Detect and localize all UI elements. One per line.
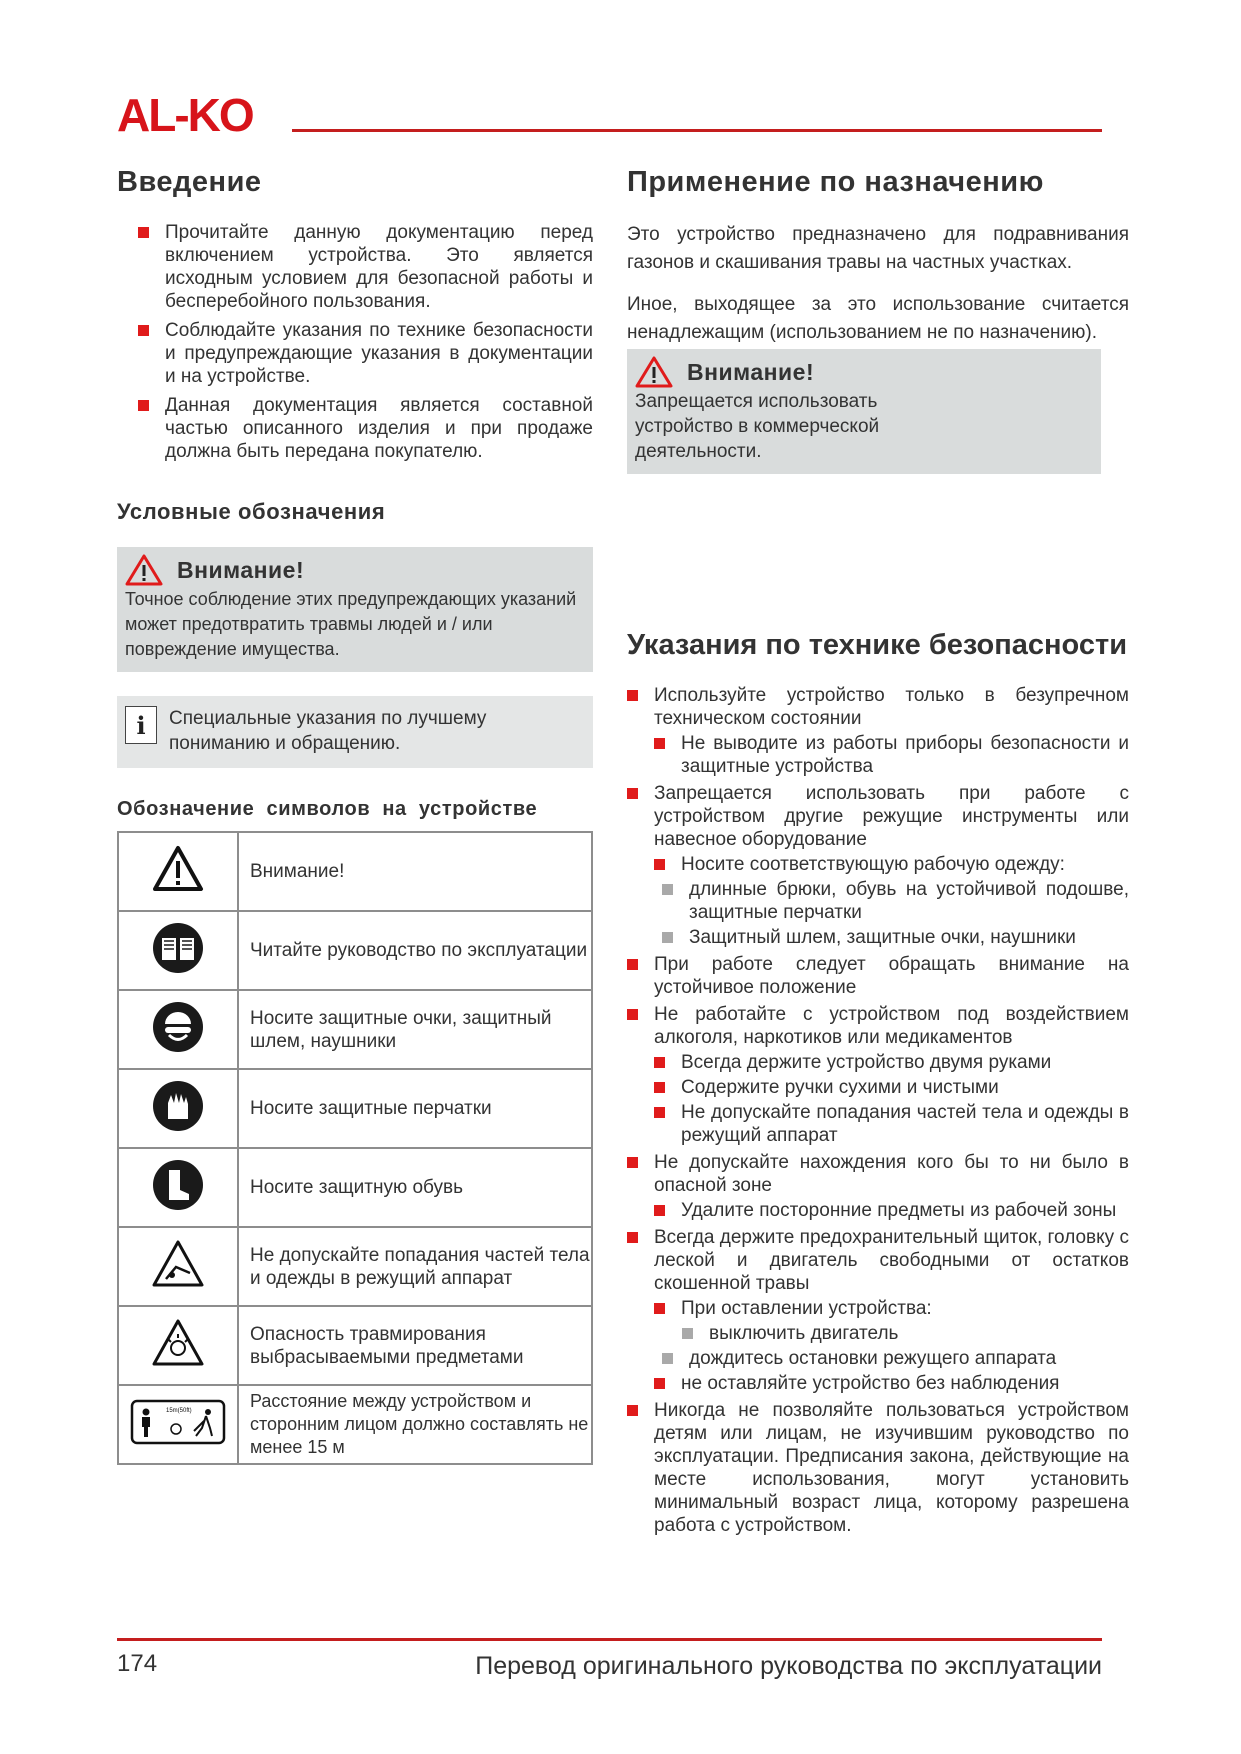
symbol-description: Читайте руководство по эксплуатации (238, 911, 592, 990)
symbol-description: Расстояние между устройством и сторонним лицом должно составлять не менее 15 м (238, 1385, 592, 1464)
list-item: Запрещается использовать при работе с устройством другие режущие инструменты или навесное оборудование (627, 782, 1129, 851)
list-item: Не работайте с устройством под воздействием алкоголя, наркотиков или медикаментов (627, 1003, 1129, 1049)
symbol-description: Не допускайте попадания частей тела и одежды в режущий аппарат (238, 1227, 592, 1306)
warning-triangle-icon (151, 842, 205, 896)
list-item: Не допускайте попадания частей тела и одежды в режущий аппарат (627, 1101, 1129, 1147)
list-item: Всегда держите устройство двумя руками (627, 1051, 1129, 1074)
warning-title: Внимание! (177, 556, 305, 583)
info-icon: i (125, 706, 157, 744)
list-item: Содержите ручки сухими и чистыми (627, 1076, 1129, 1099)
logo-text: AL-KO (117, 94, 253, 136)
usage-paragraph: Это устройство предназначено для подравнивания газонов и скашивания травы на частных участках. (627, 224, 1129, 273)
table-row (118, 1148, 592, 1227)
warning-text: Точное соблюдение этих предупреждающих указаний может предотвратить травмы людей и / или повреждение имущества. (125, 589, 577, 659)
warning-triangle-icon (125, 554, 163, 586)
page-number: 174 (117, 1650, 158, 1677)
goggles-helmet-ear-icon (151, 1000, 205, 1054)
intro-list (117, 221, 593, 463)
safety-title: Указания по технике безопасности (627, 629, 1128, 661)
list-item: При работе следует обращать внимание на устойчивое положение (627, 953, 1129, 999)
table-row (118, 832, 592, 911)
distance-15m-icon (130, 1399, 226, 1445)
usage-title: Применение по назначению (627, 166, 1044, 198)
right-column (627, 166, 1129, 1537)
usage-paragraph: Иное, выходящее за это использование считается ненадлежащим (использованием не по назначению). (627, 294, 1129, 343)
table-row (118, 1227, 592, 1306)
list-item: Всегда держите предохранительный щиток, головку с леской и двигатель свободными от остатков скошенной травы (627, 1226, 1129, 1295)
footer-title: Перевод оригинального руководства по эксплуатации (475, 1652, 1102, 1680)
symbols-table (117, 831, 593, 1465)
list-item: длинные брюки, обувь на устойчивой подошве, защитные перчатки (627, 878, 1129, 924)
symbol-description: Носите защитные перчатки (238, 1069, 592, 1148)
gloves-icon (151, 1079, 205, 1133)
table-row (118, 1069, 592, 1148)
list-item: выключить двигатель (627, 1322, 1129, 1345)
distance-label: 15m(50ft) (166, 1408, 192, 1414)
list-item: не оставляйте устройство без наблюдения (627, 1372, 1129, 1395)
footer-rule (117, 1638, 1102, 1641)
table-row (118, 911, 592, 990)
warning-text: Запрещается использовать устройство в коммерческой деятельности. (635, 391, 880, 462)
symbol-description: Носите защитную обувь (238, 1148, 592, 1227)
list-item: дождитесь остановки режущего аппарата (627, 1347, 1129, 1370)
boots-icon (151, 1158, 205, 1212)
info-box (117, 696, 593, 768)
list-item: Используйте устройство только в безупречном техническом состоянии (627, 684, 1129, 730)
safety-list (627, 684, 1129, 1537)
list-item: Прочитайте данную документацию перед включением устройства. Это является исходным условием для безопасной работы и бесперебойного пользования. (138, 221, 593, 313)
symbols-title: Обозначение символов на устройстве (117, 798, 538, 820)
warning-title: Внимание! (687, 358, 815, 385)
list-item: Носите соответствующую рабочую одежду: (627, 853, 1129, 876)
symbol-description: Носите защитные очки, защитный шлем, наушники (238, 990, 592, 1069)
list-item: Не допускайте нахождения кого бы то ни было в опасной зоне (627, 1151, 1129, 1197)
list-item: При оставлении устройства: (627, 1297, 1129, 1320)
table-row (118, 1385, 592, 1464)
left-column (117, 166, 593, 1465)
usage-warning-box (627, 349, 1101, 474)
header-rule (292, 129, 1102, 132)
info-text: Специальные указания по лучшему пониманию и обращению. (169, 708, 487, 754)
list-item: Соблюдайте указания по технике безопасности и предупреждающие указания в документации и на устройстве. (138, 319, 593, 388)
list-item: Данная документация является составной частью описанного изделия и при продаже должна быть передана покупателю. (138, 394, 593, 463)
cutting-hazard-icon (151, 1237, 205, 1291)
list-item: Защитный шлем, защитные очки, наушники (627, 926, 1129, 949)
list-item: Никогда не позволяйте пользоваться устройством детям или лицам, не изучившим руководство по эксплуатации. Предписания закона, действующие на месте использования, могут установить минимальный возраст лица, которому разрешена работа с устройством. (627, 1399, 1129, 1537)
warning-triangle-icon (635, 356, 673, 388)
alko-logo (117, 94, 281, 136)
read-manual-icon (151, 921, 205, 975)
conventions-title: Условные обозначения (117, 499, 386, 524)
symbol-description: Внимание! (238, 832, 592, 911)
table-row (118, 1306, 592, 1385)
list-item: Удалите посторонние предметы из рабочей зоны (627, 1199, 1129, 1222)
table-row (118, 990, 592, 1069)
intro-title: Введение (117, 166, 262, 198)
list-item: Не выводите из работы приборы безопасности и защитные устройства (627, 732, 1129, 778)
thrown-objects-icon (151, 1316, 205, 1370)
conventions-warning-box (117, 547, 593, 672)
symbol-description: Опасность травмирования выбрасываемыми предметами (238, 1306, 592, 1385)
